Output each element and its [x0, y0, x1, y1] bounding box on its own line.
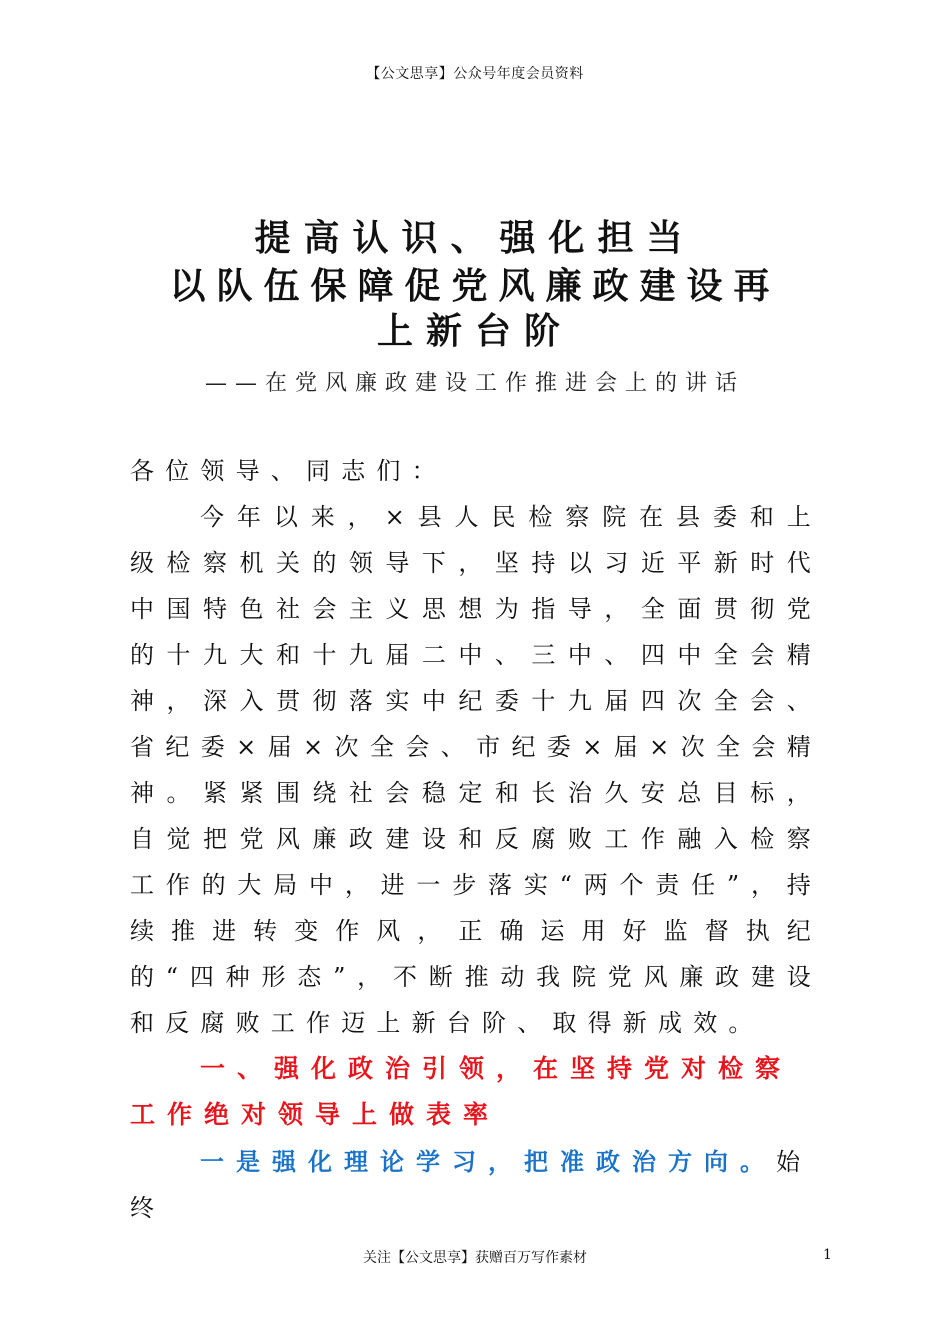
- subsection-1-heading: 一是强化理论学习，把准政治方向。: [200, 1147, 776, 1176]
- title-line-3: 上新台阶: [376, 310, 573, 352]
- title-line-1: 提高认识、强化担当: [254, 217, 696, 259]
- subsection-1-text: 始终: [130, 1148, 812, 1222]
- section-1-heading: 一、强化政治引领，在坚持党对检察工作绝对领导上做表率: [130, 1054, 793, 1129]
- page-number: 1: [823, 1247, 832, 1263]
- page-footer: 关注【公文思享】获赠百万写作素材: [363, 1250, 587, 1266]
- subtitle: ——在党风廉政建设工作推进会上的讲话: [204, 371, 745, 396]
- paragraph-1: 今年以来，×县人民检察院在县委和上级检察机关的领导下，坚持以习近平新时代中国特色社会主义思想为指导，全面贯彻党的十九大和十九届二中、三中、四中全会精神，深入贯彻落实中纪委十九届四次全会、省纪委×届×次全会、市纪委×届×次全会精神。紧紧围绕社会稳定和长治久安总目标，自觉把党风廉政建设和反腐败工作融入检察工作的大局中，进一步落实“两个责任”，持续推进转变作风，正确运用好监督执纪的“四种形态”，不断推动我院党风廉政建设和反腐败工作迈上新台阶、取得新成效。: [130, 503, 822, 1037]
- subsection-1: [130, 1139, 822, 1231]
- page-header: 【公文思享】公众号年度会员资料: [366, 66, 584, 82]
- greeting: 各位领导、同志们：: [130, 457, 447, 485]
- title-line-2: 以队伍保障促党风廉政建设再: [169, 265, 781, 307]
